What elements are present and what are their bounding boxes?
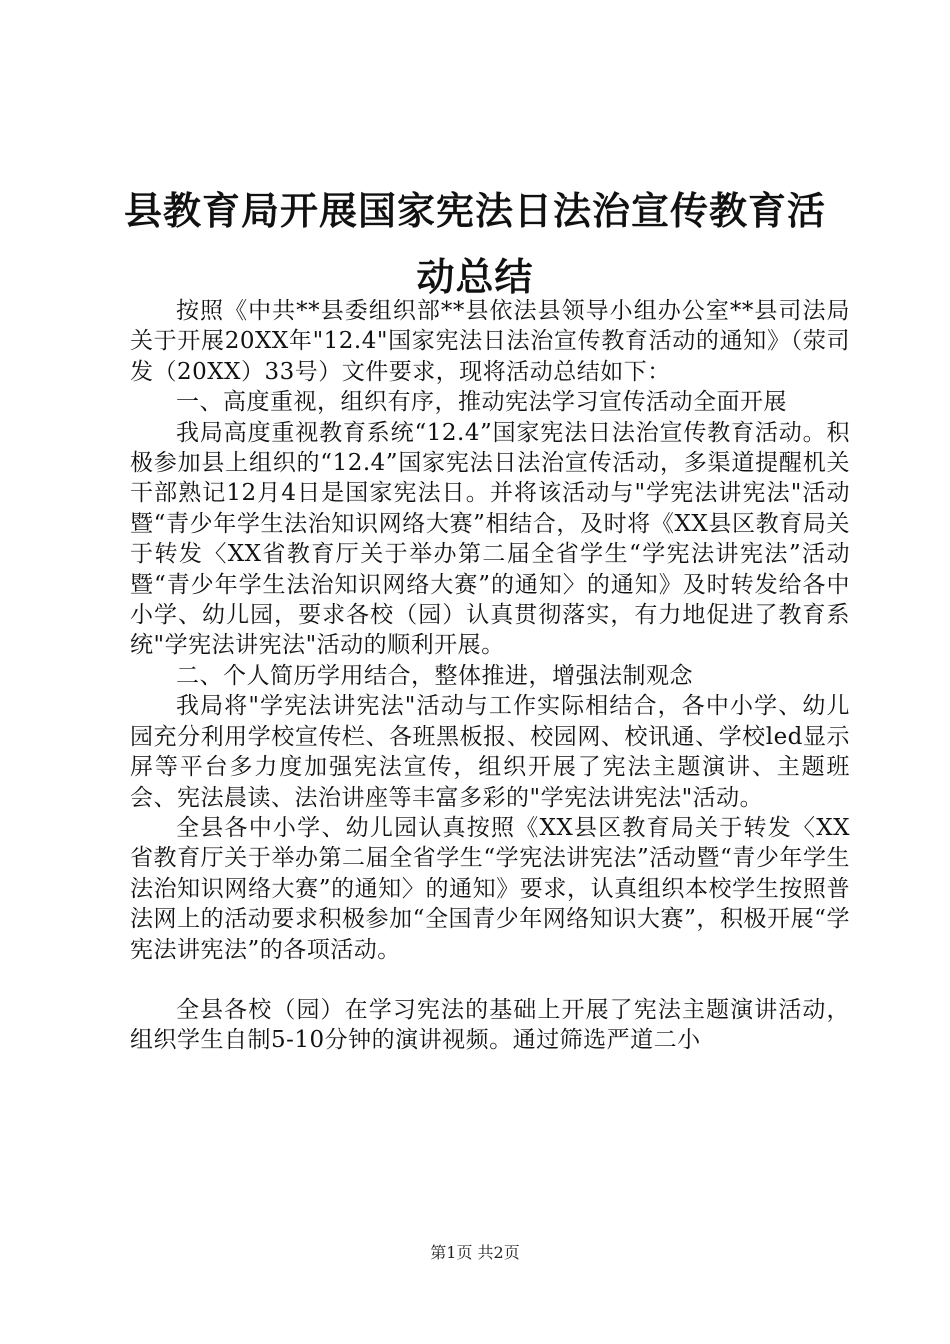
paragraph-section-2a: 我局将"学宪法讲宪法"活动与工作实际相结合，各中小学、幼儿园充分利用学校宣传栏、各班黑板报、校园网、校讯通、学校led显示屏等平台多力度加强宪法宣传，组织开展了宪法主题演讲、主题班会、宪法晨读、法治讲座等丰富多彩的"学宪法讲宪法"活动。 [130, 693, 850, 811]
paragraph-intro: 按照《中共**县委组织部**县依法县领导小组办公室**县司法局关于开展20XX年"12.4"国家宪法日法治宣传教育活动的通知》（荥司发（20XX）33号）文件要求，现将活动总结如下： [130, 298, 850, 385]
document-title: 县教育局开展国家宪法日法治宣传教育活动总结 [123, 188, 826, 299]
paragraph-section-1: 我局高度重视教育系统“12.4”国家宪法日法治宣传教育活动。积极参加县上组织的“12.4”国家宪法日法治宣传活动，多渠道提醒机关干部熟记12月4日是国家宪法日。并将该活动与"学宪法讲宪法"活动暨“青少年学生法治知识网络大赛”相结合，及时将《XX县区教育局关于转发〈XX省教育厅关于举办第二届全省学生“学宪法讲宪法”活动暨“青少年学生法治知识网络大赛”的通知〉的通知》及时转发给各中小学、幼儿园，要求各校（园）认真贯彻落实，有力地促进了教育系统"学宪法讲宪法"活动的顺利开展。 [130, 419, 850, 659]
paragraph-section-2b: 全县各中小学、幼儿园认真按照《XX县区教育局关于转发〈XX省教育厅关于举办第二届全省学生“学宪法讲宪法”活动暨“青少年学生法治知识网络大赛”的通知〉的通知》要求，认真组织本校学生按照普法网上的活动要求积极参加“全国青少年网络知识大赛”，积极开展“学宪法讲宪法”的各项活动。 [130, 814, 850, 963]
page-number-footer: 第1页 共2页 [430, 1243, 520, 1262]
document-body [130, 296, 850, 1056]
section-heading-1: 一、高度重视，组织有序，推动宪法学习宣传活动全面开展 [176, 389, 787, 416]
section-heading-2: 二、个人简历学用结合，整体推进，增强法制观念 [176, 662, 693, 689]
paragraph-section-2c: 全县各校（园）在学习宪法的基础上开展了宪法主题演讲活动，组织学生自制5-10分钟的演讲视频。通过筛选严道二小 [130, 996, 850, 1054]
